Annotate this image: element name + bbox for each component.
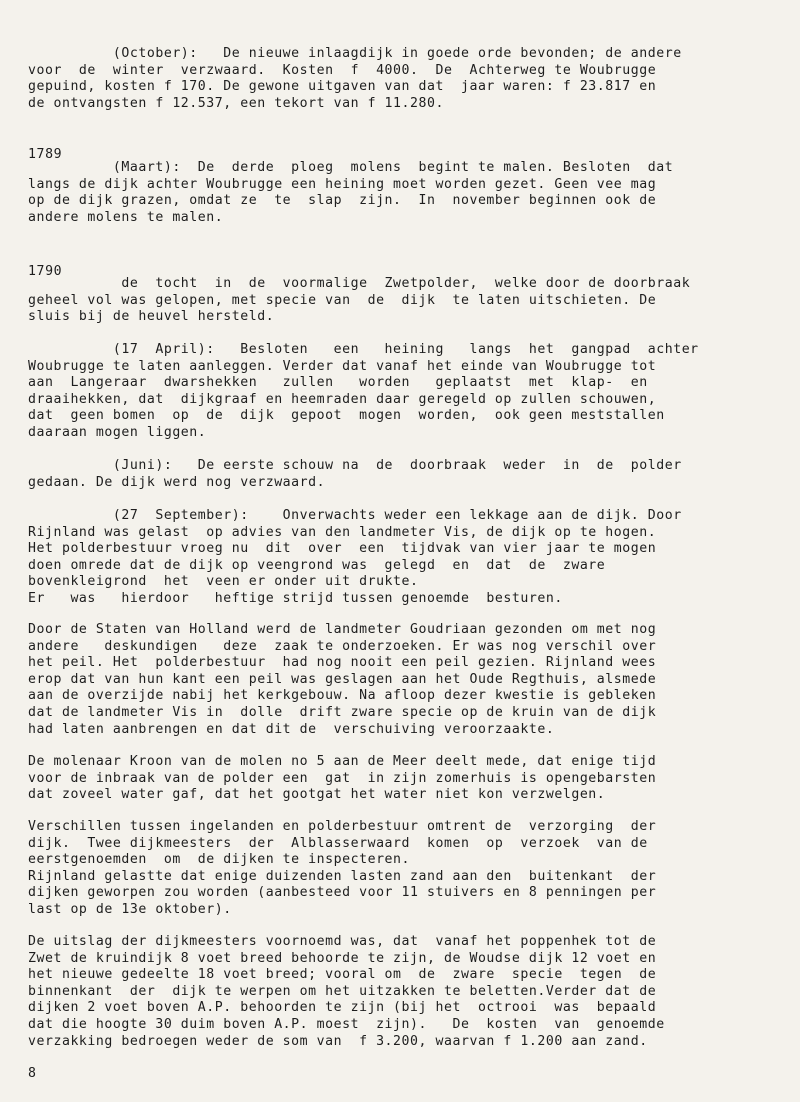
text-line: dat die hoogte 30 duim boven A.P. moest zijn). De kosten van genoemde <box>28 1016 665 1032</box>
text-line: de ontvangsten f 12.537, een tekort van f 11.280. <box>28 95 444 111</box>
text-line: draaihekken, dat dijkgraaf en heemraden daar geregeld op zullen schouwen, <box>28 391 657 407</box>
text-line: voor de inbraak van de polder een gat in zijn zomerhuis is opengebarsten <box>28 770 657 786</box>
paragraph-october <box>28 46 768 112</box>
paragraph-17-april <box>28 342 768 442</box>
text-line: (Juni): De eerste schouw na de doorbraak weder in de polder <box>28 458 682 473</box>
paragraph-1789-maart <box>28 160 768 226</box>
text-line: dijk. Twee dijkmeesters der Alblasserwaard komen op verzoek van de <box>28 835 648 851</box>
text-line: Er was hierdoor heftige strijd tussen genoemde besturen. <box>28 590 563 606</box>
paragraph-verschillen <box>28 819 768 919</box>
text-line: voor de winter verzwaard. Kosten f 4000. De Achterweg te Woubrugge <box>28 62 657 78</box>
text-line: andere molens te malen. <box>28 209 224 225</box>
text-line: de tocht in de voormalige Zwetpolder, welke door de doorbraak <box>28 276 691 291</box>
text-line: doen omrede dat de dijk op veengrond was gelegd en dat de zware <box>28 557 606 573</box>
text-line: Rijnland was gelast op advies van den landmeter Vis, de dijk op te hogen. <box>28 524 657 540</box>
text-line: Woubrugge te laten aanleggen. Verder dat vanaf het einde van Woubrugge tot <box>28 358 657 374</box>
text-line: dijken 2 voet boven A.P. behoorden te zijn (bij het octrooi was bepaald <box>28 1000 657 1016</box>
text-line: binnenkant der dijk te werpen om het uitzakken te beletten.Verder dat de <box>28 983 657 999</box>
text-line: last op de 13e oktober). <box>28 901 232 917</box>
text-line: aan Langeraar dwarshekken zullen worden geplaatst met klap- en <box>28 375 648 391</box>
text-line: op de dijk grazen, omdat ze te slap zijn. In november beginnen ook de <box>28 193 657 209</box>
text-line: Zwet de kruindijk 8 voet breed behoorde te zijn, de Woudse dijk 12 voet en <box>28 950 657 966</box>
text-line: daaraan mogen liggen. <box>28 424 207 440</box>
page-number: 8 <box>28 1066 36 1081</box>
text-line: Rijnland gelastte dat enige duizenden lasten zand aan den buitenkant der <box>28 868 657 884</box>
text-line: verzakking bedroegen weder de som van f 3.200, waarvan f 1.200 aan zand. <box>28 1033 648 1049</box>
paragraph-27-september <box>28 508 768 608</box>
text-line: sluis bij de heuvel hersteld. <box>28 309 275 325</box>
text-line: langs de dijk achter Woubrugge een heining moet worden gezet. Geen vee mag <box>28 176 657 192</box>
text-line: gepuind, kosten f 170. De gewone uitgaven van dat jaar waren: f 23.817 en <box>28 79 657 95</box>
text-line: het peil. Het polderbestuur had nog nooit een peil gezien. Rijnland wees <box>28 655 657 671</box>
text-line: het nieuwe gedeelte 18 voet breed; vooral om de zware specie tegen de <box>28 967 657 983</box>
text-line: Het polderbestuur vroeg nu dit over een tijdvak van vier jaar te mogen <box>28 541 657 557</box>
text-line: dat geen bomen op de dijk gepoot mogen worden, ook geen meststallen <box>28 408 665 424</box>
paragraph-molenaar-kroon <box>28 754 768 804</box>
text-line: bovenkleigrond het veen er onder uit drukte. <box>28 574 419 590</box>
year-heading-1790: 1790 <box>28 264 63 279</box>
text-line: (27 September): Onverwachts weder een lekkage aan de dijk. Door <box>28 508 682 523</box>
text-line: gedaan. De dijk werd nog verzwaard. <box>28 474 326 490</box>
year-heading-1789: 1789 <box>28 147 63 162</box>
text-line: Door de Staten van Holland werd de landmeter Goudriaan gezonden om met nog <box>28 622 657 637</box>
text-line: De molenaar Kroon van de molen no 5 aan de Meer deelt mede, dat enige tijd <box>28 754 657 769</box>
text-line: Verschillen tussen ingelanden en polderbestuur omtrent de verzorging der <box>28 819 657 834</box>
text-line: (17 April): Besloten een heining langs het gangpad achter <box>28 342 699 357</box>
text-line: had laten aanbrengen en dat dit de verschuiving veroorzaakte. <box>28 721 555 737</box>
text-line: dijken geworpen zou worden (aanbesteed voor 11 stuivers en 8 penningen per <box>28 885 657 901</box>
text-line: dat de landmeter Vis in dolle drift zware specie op de kruin van de dijk <box>28 704 657 720</box>
paragraph-juni <box>28 458 768 491</box>
text-line: (October): De nieuwe inlaagdijk in goede orde bevonden; de andere <box>28 46 682 61</box>
text-line: aan de overzijde nabij het kerkgebouw. Na afloop dezer kwestie is gebleken <box>28 688 657 704</box>
text-line: (Maart): De derde ploeg molens begint te malen. Besloten dat <box>28 160 674 175</box>
text-line: eerstgenoemden om de dijken te inspecteren. <box>28 852 411 868</box>
text-line: geheel vol was gelopen, met specie van de dijk te laten uitschieten. De <box>28 292 657 308</box>
text-line: andere deskundigen deze zaak te onderzoeken. Er was nog verschil over <box>28 638 657 654</box>
text-line: erop dat van hun kant een peil was geslagen aan het Oude Regthuis, alsmede <box>28 671 657 687</box>
paragraph-staten-van-holland <box>28 622 768 738</box>
text-line: dat zoveel water gaf, dat het gootgat het water niet kon verzwelgen. <box>28 787 606 803</box>
paragraph-1790-tocht <box>28 276 768 326</box>
paragraph-uitslag-dijkmeesters <box>28 934 768 1050</box>
text-line: De uitslag der dijkmeesters voornoemd was, dat vanaf het poppenhek tot de <box>28 934 657 949</box>
